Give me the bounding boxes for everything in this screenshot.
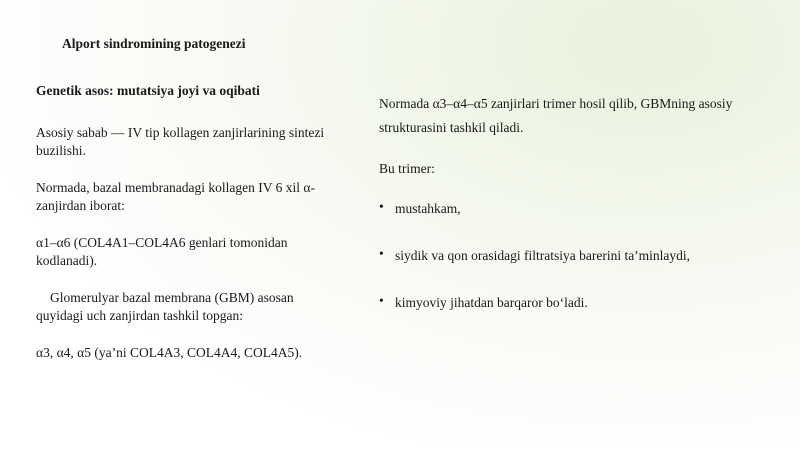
list-item [379,247,779,265]
list-item [379,294,779,312]
bullet-icon: • [379,199,384,214]
section-heading: Genetik asos: mutatsiya joyi va oqibati [36,83,260,98]
paragraph-gbm-chains: α3, α4, α5 (ya’ni COL4A3, COL4A4, COL4A5). [36,345,303,360]
paragraph-gbm: Glomerulyar bazal membrana (GBM) asosan quyidagi uch zanjirdan tashkil topgan: [36,290,294,323]
trimer-properties-list [379,200,779,312]
slide-title: Alport sindromining patogenezi [62,36,246,51]
trimer-label: Bu trimer: [379,161,435,176]
list-item-text: siydik va qon orasidagi filtratsiya barerini ta’minlaydi, [395,248,691,263]
list-item [379,200,779,218]
left-column [36,82,326,381]
paragraph-genes: α1–α6 (COL4A1–COL4A6 genlari tomonidan kodlanadi). [36,235,288,268]
right-column [379,92,779,341]
bullet-icon: • [379,246,384,261]
bullet-icon: • [379,293,384,308]
paragraph-trimer-intro: Normada α3–α4–α5 zanjirlari trimer hosil qilib, GBMning asosiy strukturasini tashkil qiladi. [379,96,733,135]
paragraph-main-cause: Asosiy sabab — IV tip kollagen zanjirlarining sintezi buzilishi. [36,125,325,158]
list-item-text: mustahkam, [395,201,461,216]
list-item-text: kimyoviy jihatdan barqaror bo‘ladi. [395,295,588,310]
paragraph-collagen-chains: Normada, bazal membranadagi kollagen IV 6 xil α-zanjirdan iborat: [36,180,315,213]
